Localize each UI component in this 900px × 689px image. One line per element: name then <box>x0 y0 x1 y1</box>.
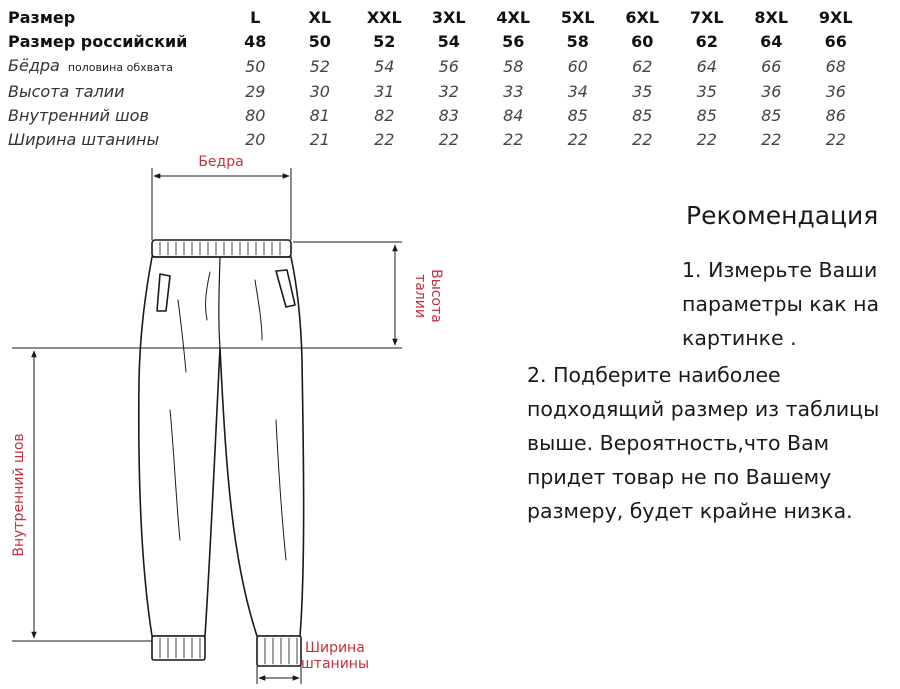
hip-cell: 68 <box>825 57 846 76</box>
hip-cell: 66 <box>761 57 782 76</box>
leg-width-cell: 22 <box>632 130 653 149</box>
hip-cell: 52 <box>309 57 330 76</box>
inseam-cell: 83 <box>438 106 459 125</box>
inseam-label-text: Внутренний шов <box>11 433 27 557</box>
ru-size-cell: 52 <box>373 32 396 51</box>
inseam-cell: 85 <box>696 106 717 125</box>
leg-width-cell: 22 <box>761 130 782 149</box>
hip-label-text: Бедра <box>198 154 244 170</box>
leg-width-row-label: Ширина штанины <box>8 130 160 149</box>
waist-cell: 29 <box>245 82 266 101</box>
leg-width-cell: 22 <box>825 130 846 149</box>
hip-hint: половина обхвата <box>67 61 173 74</box>
inseam-cell: 85 <box>761 106 782 125</box>
size-cell: XL <box>308 8 332 27</box>
size-cell: 6XL <box>625 8 660 27</box>
waist-cell: 36 <box>761 82 782 101</box>
crotch-seam <box>219 258 220 348</box>
fold-lines <box>170 272 286 560</box>
leg-width-cell: 22 <box>696 130 717 149</box>
hip-cell: 64 <box>696 57 717 76</box>
ru-size-cell: 60 <box>631 32 654 51</box>
size-cell: 5XL <box>560 8 595 27</box>
hip-cell: 62 <box>632 57 653 76</box>
inseam-cell: 80 <box>245 106 266 125</box>
size-cell: 9XL <box>818 8 853 27</box>
ru-size-cell: 48 <box>244 32 267 51</box>
pants-outline <box>139 240 304 666</box>
hip-cell: 58 <box>503 57 524 76</box>
inseam-row-label: Внутренний шов <box>8 106 149 125</box>
inseam-cell: 81 <box>309 106 330 125</box>
hip-cell: 50 <box>245 57 266 76</box>
size-cell: L <box>250 8 261 27</box>
waistband <box>152 240 291 257</box>
inseam-cell: 85 <box>632 106 653 125</box>
waist-cell: 35 <box>696 82 717 101</box>
waist-label-line2: талии <box>412 274 428 318</box>
hip-cell: 60 <box>567 57 588 76</box>
leg-width-cell: 22 <box>567 130 588 149</box>
recommendation-step-1: 1. Измерьте Ваши параметры как на картинке . <box>682 258 880 350</box>
hip-cell: 56 <box>438 57 459 76</box>
waist-cell: 31 <box>374 82 395 101</box>
ru-size-cell: 64 <box>760 32 783 51</box>
inseam-cell: 85 <box>567 106 588 125</box>
right-cuff <box>257 636 301 666</box>
ru-size-row-label: Размер российский <box>8 32 188 51</box>
leg-label-line2: штанины <box>301 656 370 672</box>
pants-body <box>139 257 304 636</box>
inseam-cell: 86 <box>825 106 846 125</box>
hip-cell: 54 <box>374 57 395 76</box>
ru-size-cell: 54 <box>437 32 460 51</box>
size-cell: 8XL <box>754 8 789 27</box>
size-cell: 3XL <box>431 8 466 27</box>
leg-width-cell: 20 <box>245 130 266 149</box>
waist-label-line1: Высота <box>428 269 444 323</box>
waist-label-group <box>412 269 444 323</box>
ru-size-cell: 66 <box>824 32 847 51</box>
ru-size-cell: 58 <box>566 32 589 51</box>
waist-cell: 36 <box>825 82 846 101</box>
waist-cell: 35 <box>632 82 653 101</box>
ru-size-cell: 50 <box>308 32 331 51</box>
waist-row-label: Высота талии <box>8 82 125 101</box>
leg-width-cell: 22 <box>438 130 459 149</box>
recommendation-step-2: 2. Подберите наиболее подходящий размер из таблицы выше. Вероятность,что Вам придет товар не по Вашему размеру, будет крайне низка. <box>527 363 880 523</box>
size-row-label: Размер <box>8 8 76 27</box>
size-cell: 7XL <box>689 8 724 27</box>
inseam-cell: 82 <box>374 106 395 125</box>
waist-cell: 30 <box>309 82 330 101</box>
right-pocket <box>276 270 295 307</box>
leg-label-line1: Ширина <box>305 640 365 656</box>
waist-cell: 34 <box>567 82 588 101</box>
waist-cell: 32 <box>438 82 459 101</box>
size-cell: XXL <box>366 8 402 27</box>
leg-width-cell: 22 <box>374 130 395 149</box>
inseam-cell: 84 <box>503 106 524 125</box>
hip-label: Бёдра <box>8 56 60 75</box>
leg-width-cell: 21 <box>309 130 330 149</box>
recommendation-title: Рекомендация <box>686 201 879 230</box>
ru-size-cell: 62 <box>695 32 718 51</box>
waist-cell: 33 <box>503 82 524 101</box>
size-cell: 4XL <box>496 8 531 27</box>
left-pocket <box>157 274 170 311</box>
leg-width-cell: 22 <box>503 130 524 149</box>
ru-size-cell: 56 <box>502 32 525 51</box>
